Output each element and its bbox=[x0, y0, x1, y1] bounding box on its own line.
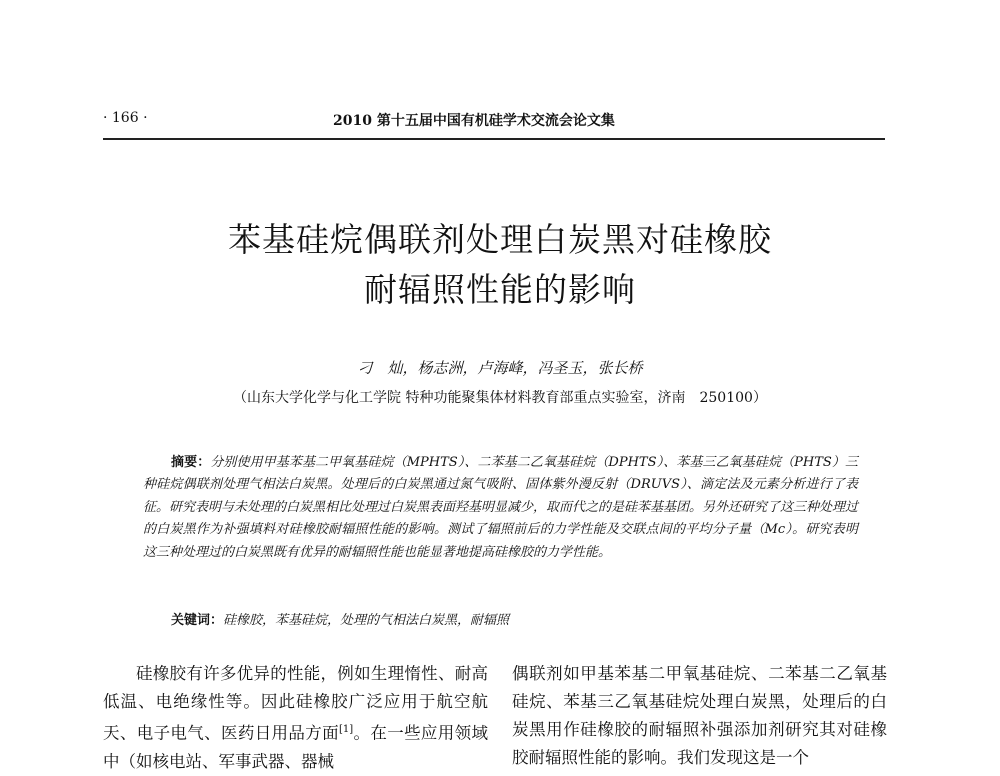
body-left-text: 硅橡胶有许多优异的性能，例如生理惰性、耐高低温、电绝缘性等。因此硅橡胶广泛应用于航空航天、电子电气、医药日用品方面 bbox=[103, 664, 488, 743]
running-head-title: 2010 第十五届中国有机硅学术交流会论文集 bbox=[333, 113, 615, 129]
running-header bbox=[103, 104, 885, 140]
abstract-label: 摘要： bbox=[171, 455, 211, 470]
page-number: · 166 · bbox=[103, 110, 148, 126]
paper-title-line-2: 耐辐照性能的影响 bbox=[364, 270, 636, 309]
affiliation: （山东大学化学与化工学院 特种功能聚集体材料教育部重点实验室，济南 250100） bbox=[233, 390, 767, 406]
abstract-text: 分别使用甲基苯基二甲氧基硅烷（MPHTS）、二苯基二乙氧基硅烷（DPHTS）、苯基三乙氧基硅烷（PHTS）三种硅烷偶联剂处理气相法白炭黑。处理后的白炭黑通过氮气吸附、固体紫外漫反射（DRUVS）、滴定法及元素分析进行了表征。研究表明与未处理的白炭黑相比处理过白炭黑表面羟基明显减少，取而代之的是硅苯基基团。另外还研究了这三种处理过的白炭黑作为补强填料对硅橡胶耐辐照性能的影响。测试了辐照前后的力学性能及交联点间的平均分子量（Mc）。研究表明这三种处理过的白炭黑既有优异的耐辐照性能也能显著地提高硅橡胶的力学性能。 bbox=[143, 455, 859, 560]
body-column-left bbox=[103, 660, 488, 776]
keywords-label: 关键词： bbox=[171, 613, 224, 628]
keywords-text: 硅橡胶，苯基硅烷，处理的气相法白炭黑，耐辐照 bbox=[223, 613, 510, 628]
keywords bbox=[171, 609, 861, 628]
body-column-right: 偶联剂如甲基苯基二甲氧基硅烷、二苯基二乙氧基硅烷、苯基三乙氧基硅烷处理白炭黑，处理后的白炭黑用作硅橡胶的耐辐照补强添加剂研究其对硅橡胶耐辐照性能的影响。我们发现这是一个 bbox=[512, 664, 887, 767]
author-list: 刁 灿，杨志洲，卢海峰，冯圣玉，张长桥 bbox=[357, 359, 643, 377]
citation-ref: [1] bbox=[338, 724, 354, 735]
body-left-tail: 。在一些应用领域中（如核电站、军事武器、器械 bbox=[103, 723, 489, 771]
paper-title-line-1: 苯基硅烷偶联剂处理白炭黑对硅橡胶 bbox=[228, 220, 772, 259]
abstract bbox=[143, 452, 858, 564]
